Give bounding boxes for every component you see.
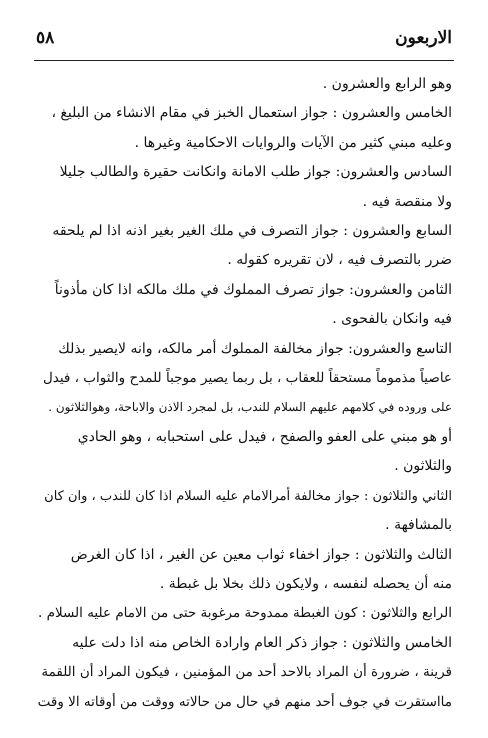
text-line: الثالث والثلاثون : جواز اخفاء ثواب معين عن الغير ، اذا كان الغرض (70, 546, 452, 563)
header-rule (34, 60, 454, 61)
text-line: الخامس والثلاثون : جواز ذكر العام وارادة الخاص منه اذا دلت عليه (72, 634, 452, 651)
text-line: أو هو مبني على العفو والصفح ، فيدل على استحبابه ، وهو الحادي (77, 428, 452, 445)
text-line: على وروده في كلامهم عليهم السلام للندب، بل لمجرد الاذن والاباحة، وهوالثلاثون . (48, 400, 452, 415)
text-line: منه أن يحصله لنفسه ، ولايكون ذلك بخلا بل غبطة . (159, 575, 452, 592)
text-line: وهو الرابع والعشرون . (322, 76, 452, 92)
text-line: عاصياً مذموماً مستحقاً للعقاب ، بل ربما يصير موجباً للمدح والثواب ، فيدل (42, 370, 452, 387)
text-line: ولا منقصة فيه . (362, 193, 452, 210)
text-line: التاسع والعشرون: جواز مخالفة المملوك أمر مالكه، وانه لايصير بذلك (58, 340, 452, 357)
text-line: ضرر بالتصرف فيه ، لان تقريره كقوله . (227, 252, 452, 269)
text-line: السادس والعشرون: جواز طلب الامانة وانكانت حقيرة والطالب جليلا (59, 164, 452, 181)
text-line: الخامس والعشرون : جواز استعمال الخبز في مقام الانشاء من البليغ ، (51, 105, 452, 122)
text-line: فيه وانكان بالفحوى . (332, 311, 452, 328)
page-number: ٥٨ (36, 28, 55, 48)
body-text (36, 70, 452, 717)
text-line: الثامن والعشرون: جواز تصرف المملوك في ملك مالكه اذا كان مأذوناً (54, 281, 452, 298)
page-header (36, 28, 452, 56)
text-line: السابع والعشرون : جواز التصرف في ملك الغير بغير اذنه اذا لم يلحقه (52, 223, 452, 240)
text-line: مااستقرت في جوف أحد منهم في حال من حالاته ووقت من أوقاته الا وقت (37, 693, 452, 710)
text-line: الرابع والثلاثون : كون الغبطة ممدوحة مرغوبة حتى من الامام عليه السلام . (38, 605, 452, 622)
text-line: وعليه مبني كثير من الآيات والروايات الاحكامية وغيرها . (134, 134, 452, 151)
text-line: بالمشافهة . (385, 517, 452, 534)
running-title: الاربعون (395, 28, 452, 48)
text-line: والثلاثون . (394, 458, 452, 475)
text-line: قرينة ، ضرورة أن المراد بالاحد أحد من المؤمنين ، فيكون المراد أن اللقمة (41, 664, 452, 681)
text-line: الثاني والثلاثون : جواز مخالفة أمرالامام عليه السلام اذا كان للندب ، وان كان (44, 488, 452, 504)
